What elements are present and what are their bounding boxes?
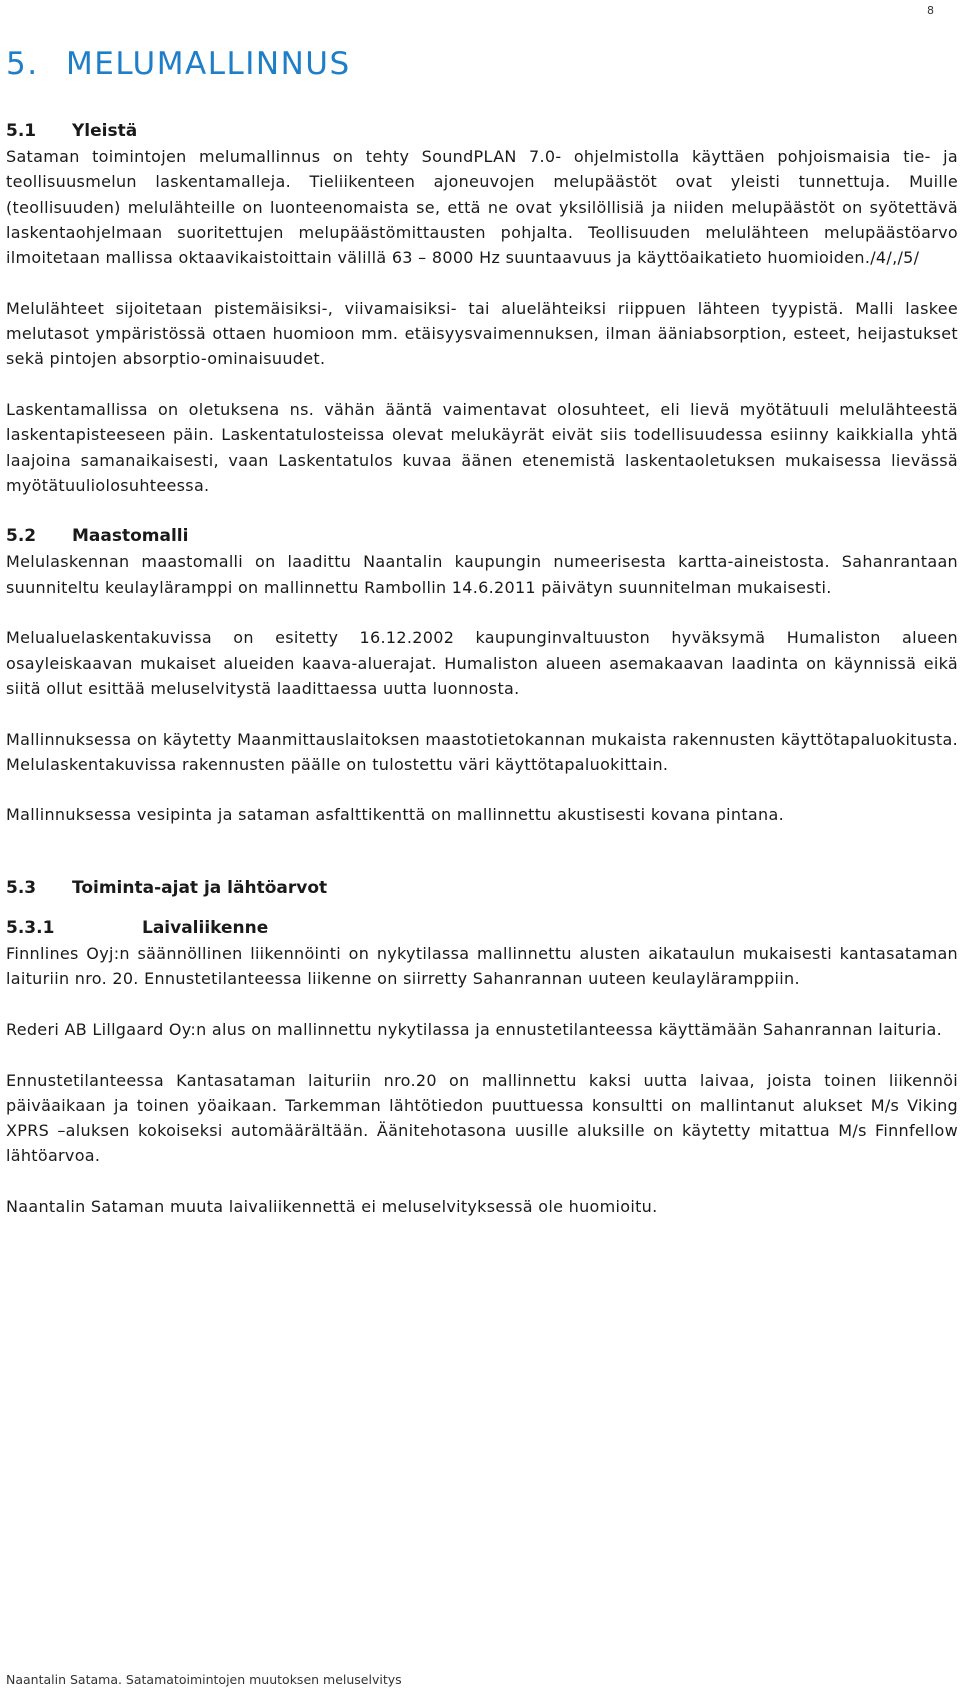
chapter-number: 5. <box>6 46 39 82</box>
section-heading-yleista <box>6 118 958 144</box>
section-number: 5.2 <box>6 526 37 547</box>
section-number: 5.1 <box>6 121 37 141</box>
section-title: Toiminta-ajat ja lähtöarvot <box>72 878 328 899</box>
paragraph: Melualuelaskentakuvissa on esitetty 16.12.2002 kaupunginvaltuuston hyväksymä Humaliston alueen osayleiskaavan mukaiset alueiden kaava-aluerajat. Humaliston alueen asemakaavan laadinta on käynnissä eikä siitä ollut esittää meluselvitystä laadittaessa uutta luonnosta. <box>6 628 958 698</box>
subsection-heading-laivaliikenne <box>6 915 958 941</box>
subsection-title: Laivaliikenne <box>142 918 269 939</box>
section-title: Maastomalli <box>72 526 189 547</box>
paragraph: Melulähteet sijoitetaan pistemäisiksi-, viivamaisiksi- tai aluelähteiksi riippuen lähteen tyypistä. Malli laskee melutasot ympäristössä ottaen huomioon mm. etäisyysvaimennuksen, ilman ääniabsorption, esteet, heijastukset sekä pintojen absorptio-ominaisuudet. <box>6 298 958 369</box>
paragraph: Sataman toimintojen melumallinnus on tehty SoundPLAN 7.0- ohjelmistolla käyttäen pohjoismaisia tie- ja teollisuusmelun laskentamalleja. Tieliikenteen ajoneuvojen melupäästöt ovat yleisti tunnettuja. Muille (teollisuuden) melulähteille on luonteenomaista se, että ne ovat yksilöllisiä ja niiden melupäästöt on syötettävä laskentaohjelmaan suoritettujen melupäästömittausten pohjalta. Teollisuuden melulähteen melupäästöarvo ilmoitetaan mallissa oktaavikaistoittain välillä 63 – 8000 Hz suuntaavuus ja käyttöaikatieto huomioiden./4/,/5/ <box>6 147 958 268</box>
page-number: 8 <box>927 4 934 17</box>
paragraph: Laskentamallissa on oletuksena ns. vähän ääntä vaimentavat olosuhteet, eli lievä myötätuuli melulähteestä laskentapisteeseen päin. Laskentatulosteissa olevat melukäyrät eivät siis todellisuudessa esiinny kaikkialla yhtä laajoina samanaikaisesti, vaan Laskentatulos kuvaa äänen etenemistä laskentaoletuksen mukaisessa lievässä myötätuuliolosuhteessa. <box>6 399 958 495</box>
paragraph: Naantalin Sataman muuta laivaliikennettä ei meluselvityksessä ole huomioitu. <box>6 1196 658 1216</box>
paragraph: Ennustetilanteessa Kantasataman laituriin nro.20 on mallinnettu kaksi uutta laivaa, joista toinen liikennöi päiväaikaan ja toinen yöaikaan. Tarkemman lähtötiedon puuttuessa konsultti on mallintanut alukset M/s Viking XPRS –aluksen kokoiseksi automäärältään. Äänitehotasona uusille aluksille on käytetty mitattua M/s Finnfellow lähtöarvoa. <box>6 1070 958 1166</box>
chapter-title-text: MELUMALLINNUS <box>66 46 351 82</box>
paragraph: Melulaskennan maastomalli on laadittu Naantalin kaupungin numeerisesta kartta-aineistosta. Sahanrantaan suunniteltu keulayläramppi on mallinnettu Rambollin 14.6.2011 päivätyn suunnitelman mukaisesti. <box>6 552 958 597</box>
section-heading-toiminta-ajat <box>6 875 958 901</box>
section-heading-maastomalli <box>6 523 958 549</box>
subsection-number: 5.3.1 <box>6 918 55 939</box>
paragraph: Mallinnuksessa vesipinta ja sataman asfalttikenttä on mallinnettu akustisesti kovana pintana. <box>6 805 784 825</box>
section-title: Yleistä <box>72 121 138 141</box>
page-footer: Naantalin Satama. Satamatoimintojen muutoksen meluselvitys <box>6 1672 402 1687</box>
paragraph: Rederi AB Lillgaard Oy:n alus on mallinnettu nykytilassa ja ennustetilanteessa käyttämään Sahanrannan laituria. <box>6 1019 942 1039</box>
document-body <box>6 46 958 1245</box>
paragraph: Mallinnuksessa on käytetty Maanmittauslaitoksen maastotietokannan mukaista rakennusten käyttötapaluokitusta. Melulaskentakuvissa rakennusten päälle on tulostettu väri käyttötapaluokittain. <box>6 729 958 774</box>
section-number: 5.3 <box>6 878 37 899</box>
paragraph: Finnlines Oyj:n säännöllinen liikennöinti on nykytilassa mallinnettu alusten aikataulun mukaisesti kantasataman laituriin nro. 20. Ennustetilanteessa liikenne on siirretty Sahanrannan uuteen keulayläramppiin. <box>6 944 958 989</box>
chapter-title <box>6 46 958 82</box>
